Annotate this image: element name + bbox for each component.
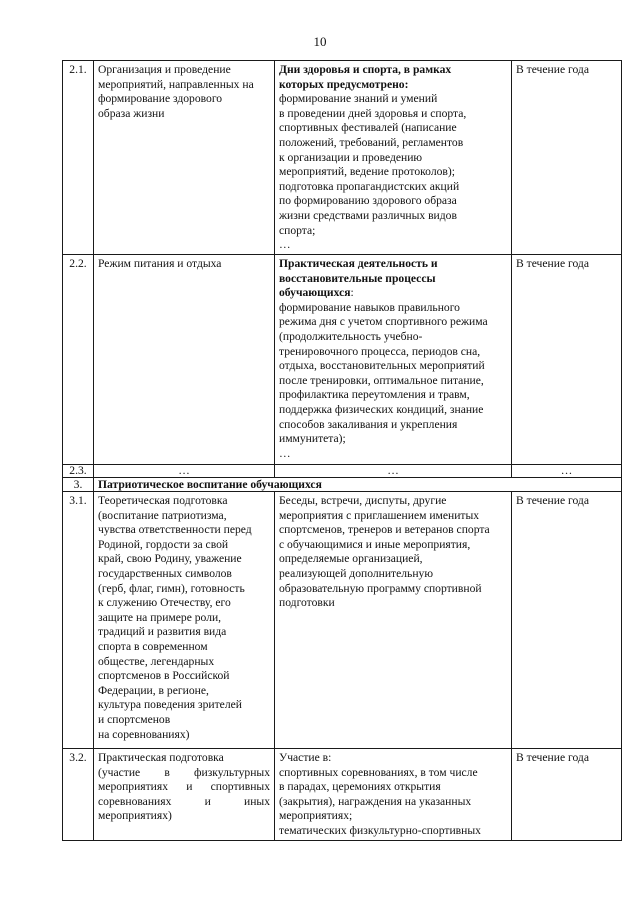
content-line: подготовки [279, 596, 335, 610]
table-row-2-2 [63, 255, 622, 465]
content-line: способов закаливания и укрепления [279, 417, 458, 431]
activity-name-line: традиций и развития вида [98, 625, 227, 639]
activity-name-line: к служению Отечеству, его [98, 596, 231, 610]
activity-name-line: Теоретическая подготовка [98, 494, 228, 507]
content-line: в парадах, церемониях открытия [279, 780, 441, 794]
row-number: 2.3. [63, 465, 94, 478]
section-heading-row [63, 478, 622, 492]
row-number: 3.1. [63, 492, 94, 749]
section-heading: Патриотическое воспитание обучающихся [94, 478, 622, 492]
content-ellipsis: … [279, 238, 291, 252]
activity-name-line: (участие в физкультурных [98, 765, 270, 779]
content-line: образовательную программу спортивной [279, 581, 482, 595]
section-number: 3. [63, 478, 94, 492]
content-line: тематических физкультурно-спортивных [279, 823, 481, 837]
activity-name-line: чувства ответственности перед [98, 523, 252, 537]
content-line: к организации и проведению [279, 150, 423, 164]
content-line: профилактика переутомления и травм, [279, 388, 470, 402]
content-heading-line: Дни здоровья и спорта, в рамках [279, 63, 452, 76]
timing-cell: В течение года [512, 749, 622, 841]
content-line: спорта; [279, 223, 316, 237]
activity-name-cell: … [94, 465, 275, 478]
content-line: спортсменов, тренеров и ветеранов спорта [279, 523, 490, 537]
activity-name-line: мероприятий, направленных на [98, 77, 254, 91]
activity-content-cell [275, 255, 512, 465]
timing-cell: … [512, 465, 622, 478]
content-line: отдыха, восстановительных мероприятий [279, 359, 485, 373]
content-line: мероприятий, ведение протоколов); [279, 165, 455, 179]
timing-cell: В течение года [512, 61, 622, 255]
content-heading-line: Практическая деятельность и [279, 257, 438, 270]
activity-name-cell [94, 492, 275, 749]
row-number: 3.2. [63, 749, 94, 841]
content-ellipsis: … [279, 446, 291, 460]
content-line: иммунитета); [279, 432, 346, 446]
activity-name-line: обществе, легендарных [98, 654, 215, 668]
activity-name-line: спорта в современном [98, 639, 208, 653]
content-line: реализующей дополнительную [279, 566, 433, 580]
content-line: режима дня с учетом спортивного режима [279, 315, 488, 329]
content-line: (продолжительность учебно- [279, 329, 423, 343]
page-number: 10 [313, 34, 327, 49]
content-line: спортивных соревнованиях, в том числе [279, 765, 478, 779]
table-row-2-3 [63, 465, 622, 478]
timing-cell: В течение года [512, 255, 622, 465]
activity-name-line: Организация и проведение [98, 63, 231, 76]
row-number: 2.2. [63, 255, 94, 465]
activity-name-line: Федерации, в регионе, [98, 683, 209, 697]
content-line: Участие в: [279, 751, 332, 764]
content-line: в проведении дней здоровья и спорта, [279, 106, 467, 120]
content-line: положений, требований, регламентов [279, 135, 464, 149]
activity-name-cell [94, 255, 275, 465]
activity-content-cell [275, 749, 512, 841]
activity-name-cell [94, 61, 275, 255]
content-heading-text: обучающихся [279, 286, 351, 300]
activity-name-line: государственных символов [98, 566, 232, 580]
plan-table [62, 60, 622, 841]
table-row-2-1 [63, 61, 622, 255]
table-row-3-2 [63, 749, 622, 841]
activity-name-line: защите на примере роли, [98, 610, 222, 624]
activity-content-cell: … [275, 465, 512, 478]
content-line: жизни средствами различных видов [279, 208, 457, 222]
content-line: формирование навыков правильного [279, 300, 460, 314]
content-line: формирование знаний и умений [279, 92, 438, 106]
activity-name-line: соревнованиях и иных [98, 794, 270, 808]
activity-name-line: (герб, флаг, гимн), готовность [98, 581, 245, 595]
activity-name-line: мероприятиях и спортивных [98, 780, 270, 794]
activity-name-line: Режим питания и отдыха [98, 257, 222, 270]
activity-name-line: формирование здорового [98, 92, 223, 106]
activity-name-line: спортсменов в Российской [98, 669, 230, 683]
activity-name-line: Родиной, гордости за свой [98, 537, 229, 551]
activity-name-line: (воспитание патриотизма, [98, 508, 227, 522]
content-line: после тренировки, оптимальное питание, [279, 373, 484, 387]
content-heading-line [279, 286, 507, 301]
content-line: (закрытия), награждения на указанных [279, 794, 472, 808]
content-line: мероприятия с приглашением именитых [279, 508, 480, 522]
activity-content-cell [275, 492, 512, 749]
content-line: поддержка физических кондиций, знание [279, 402, 484, 416]
activity-content-cell [275, 61, 512, 255]
activity-name-line: культура поведения зрителей [98, 698, 242, 712]
content-line: спортивных фестивалей (написание [279, 121, 457, 135]
activity-name-line: край, свою Родину, уважение [98, 552, 242, 566]
content-heading-line: восстановительные процессы [279, 271, 436, 285]
timing-cell: В течение года [512, 492, 622, 749]
content-line: подготовка пропагандистских акций [279, 179, 460, 193]
activity-name-line: Практическая подготовка [98, 751, 224, 764]
row-number: 2.1. [63, 61, 94, 255]
content-line: Беседы, встречи, диспуты, другие [279, 494, 447, 507]
content-line: с обучающимися и иные мероприятия, [279, 537, 471, 551]
activity-name-line: на соревнованиях) [98, 727, 190, 741]
content-line: по формированию здорового образа [279, 194, 457, 208]
content-heading-line: которых предусмотрено: [279, 77, 409, 91]
activity-name-cell [94, 749, 275, 841]
content-heading-colon: : [350, 286, 354, 300]
activity-name-line: образа жизни [98, 106, 165, 120]
content-line: мероприятиях; [279, 809, 353, 823]
activity-name-line: мероприятиях) [98, 809, 172, 823]
content-line: определяемые организацией, [279, 552, 423, 566]
activity-name-line: и спортсменов [98, 712, 171, 726]
table-row-3-1 [63, 492, 622, 749]
content-line: тренировочного процесса, периодов сна, [279, 344, 481, 358]
